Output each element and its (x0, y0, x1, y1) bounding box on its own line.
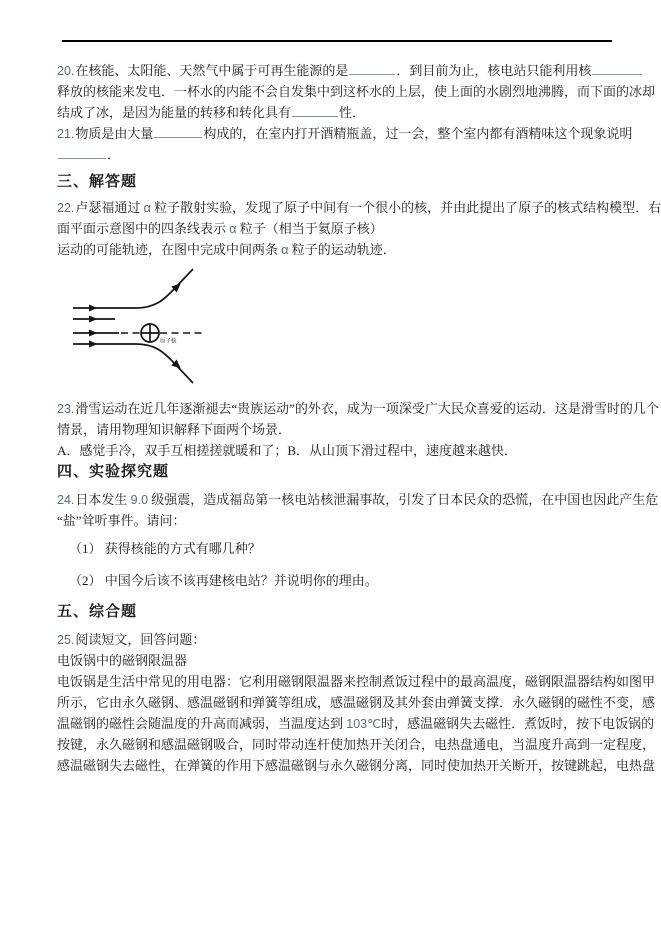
question-text: “盐”耸听事件。请问： (57, 513, 186, 528)
question-24-line-2 (57, 510, 613, 531)
question-text: 在核能、太阳能、天然气中属于可再生能源的是 (75, 63, 349, 78)
header-divider (62, 40, 612, 42)
document-body (57, 60, 661, 776)
fill-in-blank (58, 146, 106, 159)
question-23-line-3 (57, 440, 613, 461)
question-text: 级强震，造成福岛第一核电站核泄漏事故，引发了日本民众的恐慌，在中国也因此产生危 (148, 492, 659, 507)
question-text: 面平面示意图中的四条线表示 (57, 221, 230, 236)
question-text: 电饭锅是生活中常见的用电器：它利用磁钢限温器来控制煮饭过程中的最高温度，磁钢限温器结构如图甲 (57, 674, 656, 689)
question-24-line-1 (57, 489, 659, 510)
question-text: 运动的可能轨迹，在图中完成中间两条 (57, 242, 282, 257)
alpha-scattering-svg (63, 262, 233, 395)
question-text: 物质是由大量 (75, 126, 154, 141)
question-text: 感温磁钢失去磁性，在弹簧的作用下感温磁钢与永久磁钢分离，同时使加热开关断开，按键跳起，电热盘 (57, 758, 656, 773)
question-text: A．感觉手冷，双手互相搓搓就暖和了；B．从山顶下滑过程中，速度越来越快． (57, 443, 518, 458)
question-20-line-3 (57, 102, 613, 123)
alpha-scattering-diagram (57, 262, 613, 395)
question-21-line-2 (57, 144, 613, 165)
arrowhead-line3 (89, 330, 98, 337)
alpha-symbol: α (143, 201, 151, 215)
question-25-para-line-4 (57, 734, 656, 755)
question-text: 构成的，在室内打开酒精瓶盖，过一会，整个室内都有酒精味这个现象说明 (203, 126, 633, 141)
question-text: 按键，永久磁钢和感温磁钢吸合，同时带动连杆使加热开关闭合，电热盘通电，当温度升高到一定程度， (57, 737, 656, 752)
question-22-line-3 (57, 239, 613, 260)
question-number: 21. (57, 127, 75, 141)
question-number: 24. (57, 493, 75, 507)
question-number: 20. (57, 64, 75, 78)
question-25-subtitle: 电饭锅中的磁钢限温器 (57, 653, 188, 668)
temperature-value: 103℃ (346, 717, 382, 731)
question-21-line-1 (57, 123, 633, 144)
question-text: 粒子散射实验，发现了原子中间有一个很小的核，并由此提出了原子的核式结构模型．右 (150, 200, 661, 215)
alpha-symbol: α (229, 222, 237, 236)
question-text: 粒子的运动轨迹． (288, 242, 396, 257)
fill-in-blank (349, 62, 395, 75)
question-text: 所示，它由永久磁钢、感温磁钢和弹簧等组成，感温磁钢及其外套由弹簧支撑．永久磁钢的磁性不变，感 (57, 695, 656, 710)
question-text: （1） 获得核能的方式有哪几种？ (69, 541, 261, 556)
alpha-symbol: α (281, 243, 289, 257)
question-25-para-line-2 (57, 692, 656, 713)
question-25-intro (57, 629, 613, 650)
arrowhead-line1 (89, 305, 98, 312)
section-heading-3: 三、解答题 (57, 174, 138, 190)
question-text: 滑雪运动在近几年逐渐褪去“贵族运动”的外衣，成为一项深受广大民众喜爱的运动．这是滑雪时的几个 (75, 401, 659, 416)
question-24-item-2 (57, 570, 613, 591)
question-20-line-2 (57, 81, 656, 102)
question-23-line-2 (57, 419, 613, 440)
magnitude-value: 9.0 (130, 493, 149, 507)
question-24-item-1 (57, 538, 613, 559)
section-heading-4: 四、实验探究题 (57, 464, 170, 480)
fill-in-blank (592, 62, 642, 75)
question-text: 释放的核能来发电．一杯水的内能不会自发集中到这杯水的上层，使上面的水剧烈地沸腾，而下面的冰却 (57, 84, 656, 99)
question-20-line-1 (57, 60, 613, 81)
question-22-line-2 (57, 218, 613, 239)
arrowhead-line4 (89, 341, 98, 348)
question-text: 结成了冰，是因为能量的转移和转化具有 (57, 105, 292, 120)
fill-in-blank (154, 125, 202, 138)
question-23-line-1 (57, 398, 659, 419)
section-heading-5: 五、综合题 (57, 604, 138, 620)
question-25-para-line-5 (57, 755, 656, 776)
question-text: 日本发生 (75, 492, 131, 507)
question-text: 粒子（相当于氦原子核） (236, 221, 383, 236)
question-text: 时，感温磁钢失去磁性．煮饭时，按下电饭锅的 (381, 716, 655, 731)
question-text: 温磁钢的磁性会随温度的升高而减弱，当温度达到 (57, 716, 347, 731)
arrowhead-line2 (89, 316, 98, 323)
nucleus-label: 原子核 (160, 338, 177, 345)
question-text: ． (107, 147, 121, 162)
question-text: 卢瑟福通过 (75, 200, 144, 215)
question-number: 22. (57, 201, 75, 215)
question-25-para-line-3 (57, 713, 655, 734)
question-number: 23. (57, 402, 75, 416)
question-text: 性． (339, 105, 366, 120)
question-text: （2） 中国今后该不该再建核电站？并说明你的理由。 (69, 573, 378, 588)
fill-in-blank (292, 104, 338, 117)
question-number: 25. (57, 633, 75, 647)
question-text: 情景，请用物理知识解释下面两个场景． (57, 422, 292, 437)
question-text: ．到目前为止，核电站只能利用核 (396, 63, 592, 78)
question-22-line-1 (57, 197, 661, 218)
question-25-para-line-1 (57, 671, 656, 692)
question-text: 阅读短文，回答问题： (75, 632, 206, 647)
